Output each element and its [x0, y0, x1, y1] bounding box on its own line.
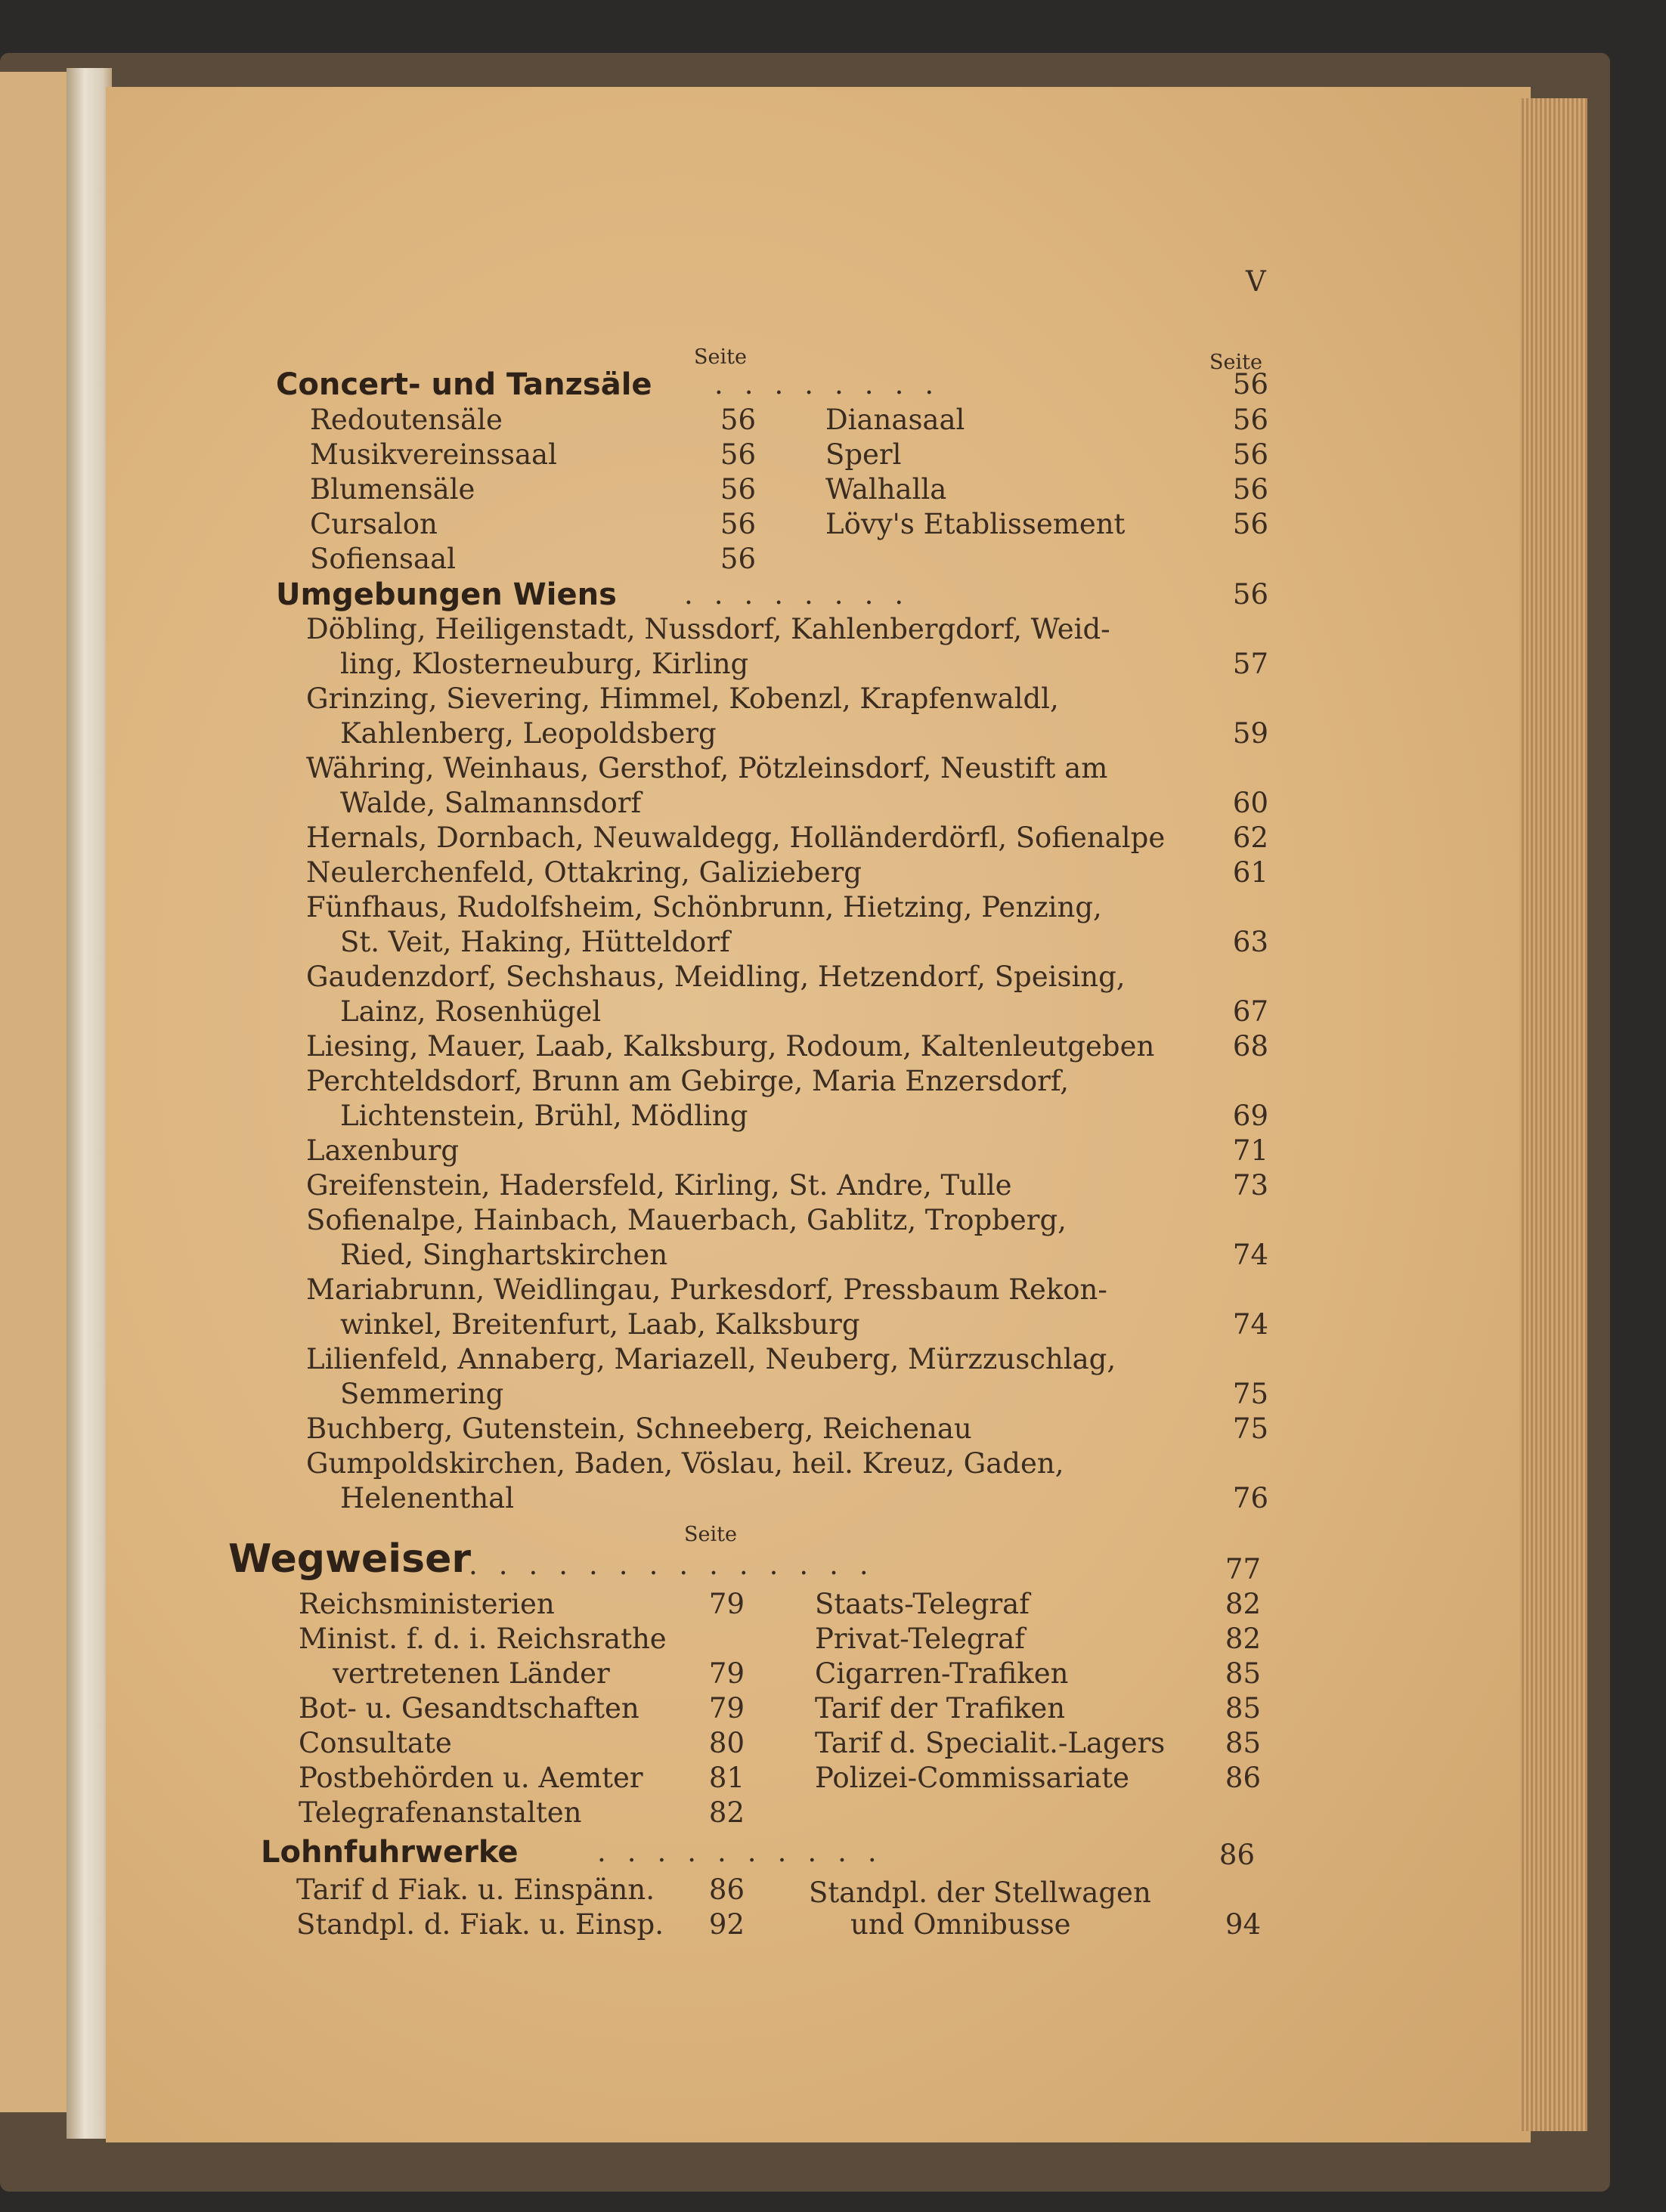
toc-page: 74	[1232, 1308, 1268, 1341]
section-title-wegweiser: Wegweiser	[228, 1536, 471, 1582]
toc-page: 81	[708, 1762, 745, 1794]
toc-line: Buchberg, Gutenstein, Schneeberg, Reichenau	[306, 1412, 972, 1445]
toc-page: 79	[708, 1657, 745, 1690]
section-title-concert: Concert- und Tanzsäle	[276, 367, 652, 402]
toc-page: 86	[1225, 1762, 1261, 1794]
toc-line: Fünfhaus, Rudolfsheim, Schönbrunn, Hietzing, Penzing,	[306, 891, 1102, 923]
toc-page: 60	[1232, 787, 1268, 819]
toc-page: 56	[1232, 438, 1268, 471]
toc-entry: Postbehörden u. Aemter	[299, 1762, 643, 1794]
toc-entry: Tarif der Trafiken	[815, 1692, 1066, 1725]
toc-line: winkel, Breitenfurt, Laab, Kalksburg	[340, 1308, 860, 1341]
toc-line: Walde, Salmannsdorf	[340, 787, 642, 819]
toc-page: 69	[1232, 1100, 1268, 1132]
toc-entry: Musikvereinssaal	[310, 438, 557, 471]
toc-page: 62	[1232, 821, 1268, 854]
toc-page: 82	[708, 1796, 745, 1829]
toc-line: Laxenburg	[306, 1134, 460, 1167]
section-title-lohnfuhrwerke: Lohnfuhrwerke	[261, 1835, 519, 1870]
toc-line: Ried, Singhartskirchen	[340, 1239, 668, 1271]
toc-line: Mariabrunn, Weidlingau, Purkesdorf, Pressbaum Rekon-	[306, 1273, 1107, 1306]
toc-line: Greifenstein, Hadersfeld, Kirling, St. Andre, Tulle	[306, 1169, 1012, 1202]
left-page-edge	[0, 72, 68, 2112]
toc-line: Lilienfeld, Annaberg, Mariazell, Neuberg, Mürzzuschlag,	[306, 1343, 1116, 1375]
toc-entry: Cursalon	[310, 508, 438, 540]
seite-header-wegweiser: Seite	[684, 1523, 737, 1546]
toc-page: 92	[708, 1908, 745, 1941]
toc-entry: Cigarren-Trafiken	[815, 1657, 1069, 1690]
toc-page: 74	[1232, 1239, 1268, 1271]
toc-entry: Staats-Telegraf	[815, 1588, 1030, 1620]
toc-page: 94	[1225, 1908, 1261, 1941]
toc-page: 56	[720, 543, 756, 575]
toc-entry: Sofiensaal	[310, 543, 456, 575]
toc-entry: Consultate	[299, 1727, 452, 1759]
toc-page: 85	[1225, 1657, 1261, 1690]
toc-page: 56	[720, 404, 756, 436]
toc-entry: Sperl	[825, 438, 902, 471]
toc-line: Kahlenberg, Leopoldsberg	[340, 717, 717, 750]
toc-entry: Tarif d. Specialit.-Lagers	[815, 1727, 1166, 1759]
toc-page: 79	[708, 1692, 745, 1725]
toc-entry: Minist. f. d. i. Reichsrathe	[299, 1623, 667, 1655]
toc-page: 56	[1232, 508, 1268, 540]
leader-dots: ........	[684, 578, 925, 611]
toc-line: Hernals, Dornbach, Neuwaldegg, Holländerdörfl, Sofienalpe	[306, 821, 1166, 854]
toc-page: 82	[1225, 1623, 1261, 1655]
toc-entry: Blumensäle	[310, 473, 475, 506]
toc-line: St. Veit, Haking, Hütteldorf	[340, 926, 730, 958]
toc-line: Lichtenstein, Brühl, Mödling	[340, 1100, 748, 1132]
leader-dots: ..........	[597, 1836, 898, 1868]
toc-page: 75	[1232, 1378, 1268, 1410]
toc-line: Gaudenzdorf, Sechshaus, Meidling, Hetzendorf, Speising,	[306, 961, 1126, 993]
seite-header-right: Seite	[1209, 351, 1262, 374]
toc-page: 56	[720, 508, 756, 540]
section-page-wegweiser: 77	[1225, 1553, 1261, 1586]
toc-page: 80	[708, 1727, 745, 1759]
toc-page: 76	[1232, 1482, 1268, 1514]
toc-entry: Telegrafenanstalten	[299, 1796, 582, 1829]
toc-line: Helenenthal	[340, 1482, 515, 1514]
toc-page: 75	[1232, 1412, 1268, 1445]
toc-entry: Reichsministerien	[299, 1588, 555, 1620]
leader-dots: ........	[714, 368, 955, 401]
toc-page: 71	[1232, 1134, 1268, 1167]
toc-page: 67	[1232, 995, 1268, 1028]
page-number: V	[1246, 265, 1266, 298]
toc-page: 82	[1225, 1588, 1261, 1620]
book-spine	[67, 68, 112, 2139]
leader-dots: ..............	[469, 1548, 890, 1581]
toc-line: Neulerchenfeld, Ottakring, Galizieberg	[306, 856, 862, 889]
toc-page: 56	[720, 473, 756, 506]
toc-page: 85	[1225, 1727, 1261, 1759]
toc-entry: Polizei-Commissariate	[815, 1762, 1130, 1794]
section-page-lohnfuhrwerke: 86	[1219, 1839, 1255, 1871]
toc-entry: Privat-Telegraf	[815, 1623, 1025, 1655]
section-title-umgebungen: Umgebungen Wiens	[276, 577, 617, 612]
seite-header-left: Seite	[694, 345, 747, 369]
toc-page: 57	[1232, 648, 1268, 680]
toc-page: 68	[1232, 1030, 1268, 1063]
toc-page: 59	[1232, 717, 1268, 750]
toc-page: 86	[708, 1873, 745, 1906]
toc-page: 63	[1232, 926, 1268, 958]
toc-entry: Standpl. d. Fiak. u. Einsp.	[296, 1908, 664, 1941]
section-page-umgebungen: 56	[1232, 578, 1268, 611]
toc-entry: vertretenen Länder	[333, 1657, 610, 1690]
toc-entry: Bot- u. Gesandtschaften	[299, 1692, 639, 1725]
toc-line: Sofienalpe, Hainbach, Mauerbach, Gablitz, Tropberg,	[306, 1204, 1067, 1236]
toc-line: Liesing, Mauer, Laab, Kalksburg, Rodoum, Kaltenleutgeben	[306, 1030, 1155, 1063]
toc-line: Semmering	[340, 1378, 504, 1410]
toc-page: 56	[1232, 404, 1268, 436]
toc-line: Lainz, Rosenhügel	[340, 995, 602, 1028]
toc-line: ling, Klosterneuburg, Kirling	[340, 648, 749, 680]
toc-line: Gumpoldskirchen, Baden, Vöslau, heil. Kreuz, Gaden,	[306, 1447, 1064, 1480]
toc-page: 61	[1232, 856, 1268, 889]
toc-entry: Dianasaal	[825, 404, 965, 436]
toc-entry: Lövy's Etablissement	[825, 508, 1126, 540]
toc-entry: Walhalla	[825, 473, 947, 506]
toc-page: 73	[1232, 1169, 1268, 1202]
toc-page: 56	[720, 438, 756, 471]
toc-entry: Standpl. der Stellwagen	[809, 1876, 1151, 1909]
toc-page: 56	[1232, 473, 1268, 506]
toc-line: Währing, Weinhaus, Gersthof, Pötzleinsdorf, Neustift am	[306, 752, 1108, 784]
toc-page: 79	[708, 1588, 745, 1620]
page-edges	[1519, 98, 1587, 2131]
toc-line: Grinzing, Sievering, Himmel, Kobenzl, Krapfenwaldl,	[306, 682, 1059, 715]
toc-entry: und Omnibusse	[850, 1908, 1071, 1941]
toc-entry: Redoutensäle	[310, 404, 503, 436]
toc-entry: Tarif d Fiak. u. Einspänn.	[296, 1873, 655, 1906]
toc-line: Döbling, Heiligenstadt, Nussdorf, Kahlenbergdorf, Weid-	[306, 613, 1110, 645]
toc-line: Perchteldsdorf, Brunn am Gebirge, Maria Enzersdorf,	[306, 1065, 1069, 1097]
toc-page: 85	[1225, 1692, 1261, 1725]
section-page-concert: 56	[1232, 368, 1268, 401]
